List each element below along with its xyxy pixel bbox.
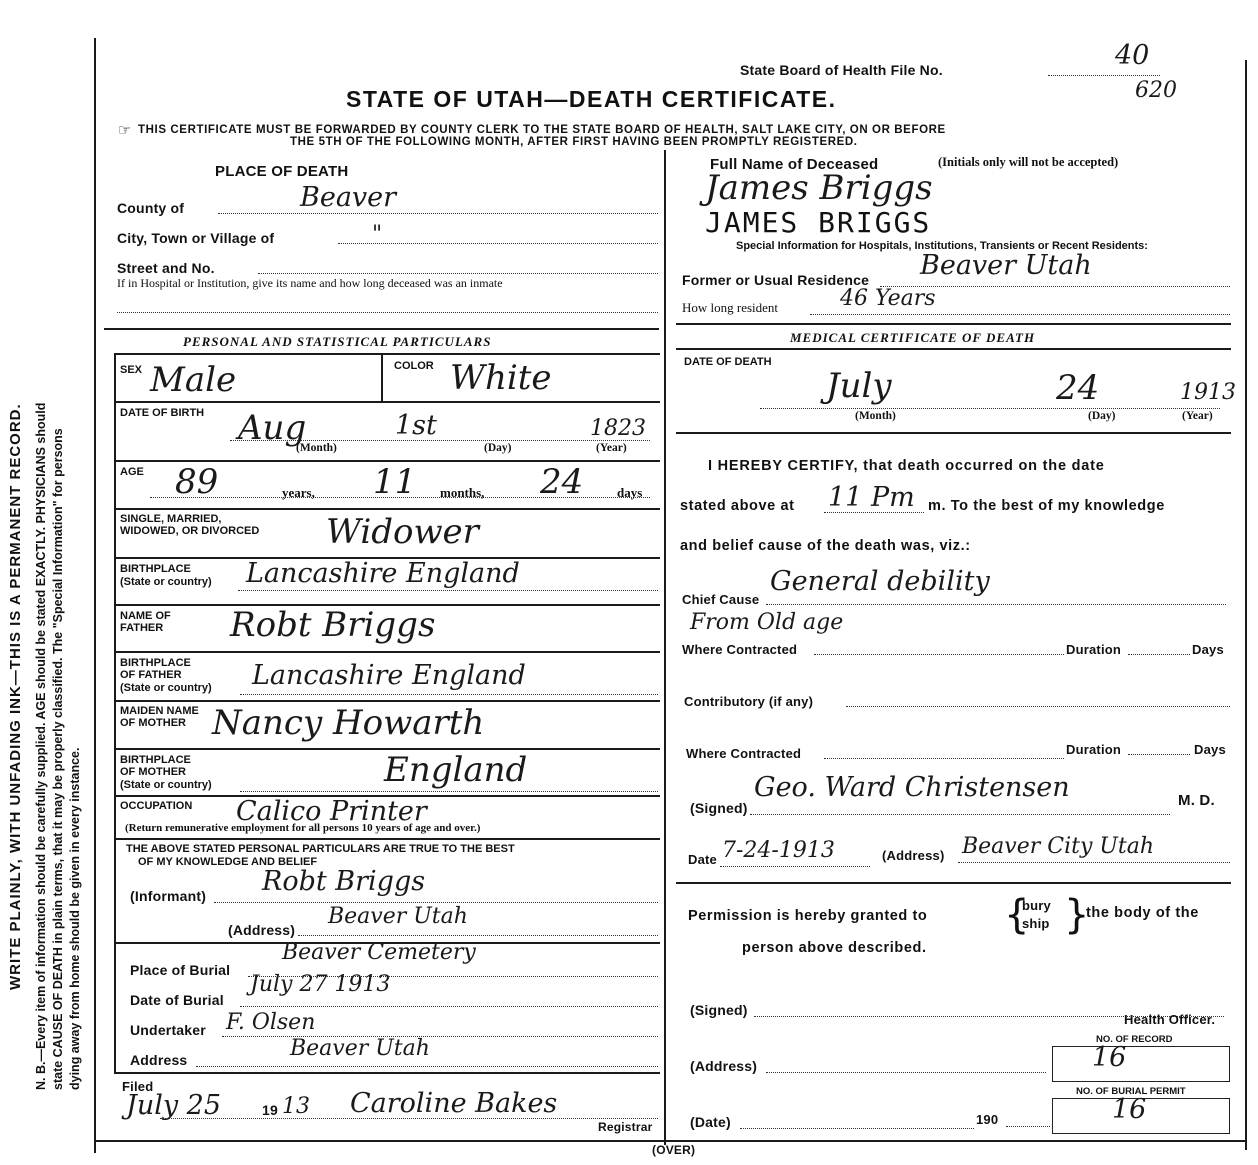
notice-line-1: THIS CERTIFICATE MUST BE FORWARDED BY COUNTY CLERK TO THE STATE BOARD OF HEALTH, SALT LAKE CITY, ON OR BEFORE — [138, 124, 946, 136]
age-years-word: years, — [282, 485, 315, 500]
form-right-border — [1245, 60, 1247, 1150]
burial-place-label: Place of Burial — [130, 962, 231, 978]
father-label-2: FATHER — [120, 622, 164, 634]
right-brace-icon: } — [1064, 892, 1090, 938]
registrar-label: Registrar — [598, 1120, 653, 1134]
mother-birthplace-label-3: (State or country) — [120, 779, 212, 791]
age-years-value: 89 — [175, 462, 219, 502]
certify-line-3: and belief cause of the death was, viz.: — [680, 538, 971, 554]
county-line — [218, 213, 658, 214]
row-father-bp — [114, 651, 660, 653]
where-contracted-2-line — [824, 758, 1064, 759]
father-birthplace-label-1: BIRTHPLACE — [120, 657, 191, 669]
duration-2-label: Duration — [1066, 742, 1122, 757]
physician-signed-line — [750, 814, 1170, 815]
filed-line — [160, 1118, 658, 1119]
right-section-rule — [676, 323, 1231, 325]
undertaker-address-label: Address — [130, 1052, 188, 1068]
permission-rule — [676, 882, 1231, 884]
city-label: City, Town or Village of — [117, 230, 275, 246]
medical-certificate-heading: MEDICAL CERTIFICATE OF DEATH — [790, 330, 1036, 345]
special-information-label: Special Information for Hospitals, Institutions, Transients or Recent Residents: — [736, 240, 1148, 252]
mother-birthplace-line — [240, 791, 658, 792]
record-number-label: NO. OF RECORD — [1096, 1034, 1173, 1045]
father-label-1: NAME OF — [120, 610, 171, 622]
nb-note-line-2: state CAUSE OF DEATH in plain terms, that it may be properly classified. The "Special Information" for persons — [51, 428, 65, 1090]
file-number-line — [1048, 75, 1160, 76]
marital-label-2: WIDOWED, OR DIVORCED — [120, 525, 260, 537]
how-long-resident-value: 46 Years — [840, 286, 936, 311]
informant-address-value: Beaver Utah — [328, 904, 468, 929]
permission-ship: ship — [1022, 916, 1050, 931]
death-month-word: (Month) — [855, 410, 896, 422]
md-label: M. D. — [1178, 792, 1215, 809]
place-of-death-heading: PLACE OF DEATH — [215, 163, 349, 180]
father-value: Robt Briggs — [230, 605, 436, 645]
death-year-word: (Year) — [1182, 410, 1213, 422]
contributory-line — [846, 706, 1230, 707]
birthplace-value: Lancashire England — [246, 558, 520, 589]
certificate-date-label: Date — [688, 852, 717, 867]
nb-note-line-1: N. B.—Every item of information should be carefully supplied. AGE should be stated EXACTLY. PHYSICIANS should — [34, 402, 48, 1090]
dob-day-word: (Day) — [484, 442, 512, 454]
personal-particulars-heading: PERSONAL AND STATISTICAL PARTICULARS — [183, 334, 492, 349]
undertaker-label: Undertaker — [130, 1022, 206, 1038]
health-officer-label: Health Officer. — [1124, 1012, 1216, 1027]
filed-label: Filed — [122, 1079, 154, 1094]
city-line — [338, 243, 658, 244]
occupation-note: (Return remunerative employment for all persons 10 years of age and over.) — [125, 822, 481, 834]
dob-month: Aug — [238, 408, 307, 448]
burial-place-value: Beaver Cemetery — [282, 940, 476, 965]
informant-line — [214, 902, 658, 903]
filed-year-prefix: 19 — [262, 1102, 278, 1118]
certificate-title: STATE OF UTAH—DEATH CERTIFICATE. — [346, 86, 837, 112]
street-line — [258, 273, 658, 274]
mother-birthplace-label-2: OF MOTHER — [120, 766, 186, 778]
age-months-word: months, — [440, 485, 485, 500]
marital-label-1: SINGLE, MARRIED, — [120, 513, 222, 525]
health-officer-address-line — [766, 1072, 1046, 1073]
nb-note-line-3: dying away from home should be given in every instance. — [68, 747, 82, 1090]
age-label: AGE — [120, 466, 144, 478]
deceased-name-handwritten: James Briggs — [705, 168, 933, 208]
days-1-label: Days — [1192, 642, 1224, 657]
birthplace-label-2: (State or country) — [120, 576, 212, 588]
father-birthplace-line — [240, 694, 658, 695]
informant-label: (Informant) — [130, 888, 207, 904]
county-value: Beaver — [300, 182, 397, 213]
mother-label-2: OF MOTHER — [120, 717, 186, 729]
mother-value: Nancy Howarth — [212, 703, 485, 743]
row-attest — [114, 838, 660, 840]
certify-line-2a: stated above at — [680, 498, 795, 514]
undertaker-value: F. Olsen — [226, 1010, 316, 1035]
age-days-word: days — [617, 485, 643, 500]
chief-cause-value-2: From Old age — [690, 610, 844, 635]
row-dob — [114, 401, 660, 403]
mother-label-1: MAIDEN NAME — [120, 705, 199, 717]
city-value: " — [372, 222, 383, 247]
father-birthplace-label-3: (State or country) — [120, 682, 212, 694]
physician-address-label: (Address) — [882, 848, 945, 863]
burial-permit-label: NO. OF BURIAL PERMIT — [1076, 1086, 1186, 1097]
certificate-date-line — [720, 866, 870, 867]
physician-signed-label: (Signed) — [690, 800, 748, 816]
county-label: County of — [117, 200, 185, 216]
row-mother — [114, 700, 660, 702]
filed-date: July 25 — [126, 1090, 222, 1121]
physician-signature: Geo. Ward Christensen — [754, 772, 1070, 803]
form-center-divider — [664, 150, 666, 1145]
occupation-value: Calico Printer — [236, 796, 427, 827]
left-brace-icon: { — [1004, 892, 1030, 938]
hospital-line — [117, 312, 658, 313]
burial-permit-value: 16 — [1112, 1094, 1147, 1125]
dob-day: 1st — [395, 410, 437, 441]
how-long-resident-label: How long resident — [682, 300, 779, 315]
deceased-name-label: Full Name of Deceased — [710, 156, 879, 173]
death-month-value: July — [826, 366, 892, 406]
permission-text-a: Permission is hereby granted to — [688, 908, 928, 924]
record-number-box — [1052, 1046, 1230, 1082]
contributory-label: Contributory (if any) — [684, 694, 814, 709]
dob-label: DATE OF BIRTH — [120, 407, 205, 419]
color-label: COLOR — [394, 360, 434, 372]
informant-value: Robt Briggs — [262, 866, 426, 897]
left-section-rule — [104, 328, 659, 330]
dob-year-word: (Year) — [596, 442, 627, 454]
certify-time-value: 11 Pm — [828, 482, 915, 513]
health-officer-address-label: (Address) — [690, 1058, 758, 1074]
health-officer-signed-label: (Signed) — [690, 1002, 748, 1018]
father-birthplace-value: Lancashire England — [252, 660, 526, 691]
permission-text-b: the body of the — [1086, 905, 1199, 921]
undertaker-line — [222, 1036, 658, 1037]
record-number-value: 16 — [1092, 1042, 1127, 1073]
usual-residence-value: Beaver Utah — [920, 250, 1092, 281]
permission-date-prefix: 190 — [976, 1112, 999, 1127]
mother-birthplace-value: England — [384, 750, 528, 790]
father-birthplace-label-2: OF FATHER — [120, 669, 182, 681]
file-number-value: 40 — [1115, 40, 1150, 71]
hospital-note: If in Hospital or Institution, give its name and how long deceased was an inmate — [117, 276, 503, 290]
informant-address-label: (Address) — [228, 922, 296, 938]
color-value: White — [450, 358, 552, 398]
deceased-name-typed: JAMES BRIGGS — [705, 206, 932, 239]
permanent-record-notice: WRITE PLAINLY, WITH UNFADING INK—THIS IS A PERMANENT RECORD. — [7, 403, 24, 990]
physician-address-value: Beaver City Utah — [962, 834, 1155, 859]
death-day-word: (Day) — [1088, 410, 1116, 422]
dob-month-word: (Month) — [296, 442, 337, 454]
dob-year: 1823 — [590, 416, 646, 441]
permission-date-label: (Date) — [690, 1114, 731, 1130]
physician-address-line — [958, 862, 1230, 863]
deceased-name-note: (Initials only will not be accepted) — [938, 155, 1119, 169]
sex-value: Male — [150, 360, 237, 400]
usual-residence-label: Former or Usual Residence — [682, 272, 870, 288]
certify-line-1: I HEREBY CERTIFY, that death occurred on the date — [708, 458, 1105, 474]
certificate-date-value: 7-24-1913 — [722, 838, 835, 863]
age-months-value: 11 — [373, 462, 417, 502]
street-label: Street and No. — [117, 260, 215, 276]
row-sex — [114, 353, 660, 355]
permission-text-c: person above described. — [742, 940, 927, 956]
death-day-value: 24 — [1056, 368, 1100, 408]
undertaker-address-value: Beaver Utah — [290, 1036, 430, 1061]
birthplace-line — [238, 590, 658, 591]
where-contracted-2-label: Where Contracted — [686, 746, 802, 761]
chief-cause-line — [766, 604, 1226, 605]
permission-date-line — [740, 1128, 974, 1129]
over-label: (OVER) — [652, 1143, 696, 1157]
duration-2-line — [1128, 754, 1190, 755]
form-left-border — [94, 38, 96, 1153]
medical-row-2 — [676, 432, 1231, 434]
marital-value: Widower — [326, 512, 479, 552]
mother-birthplace-label-1: BIRTHPLACE — [120, 754, 191, 766]
registrar-signature: Caroline Bakes — [350, 1088, 558, 1119]
age-days-value: 24 — [540, 462, 584, 502]
row-marital — [114, 508, 660, 510]
form-bottom-border — [94, 1140, 1247, 1142]
sex-label: SEX — [120, 364, 143, 376]
burial-date-value: July 27 1913 — [250, 972, 391, 997]
where-contracted-1-line — [814, 654, 1064, 655]
how-long-resident-line — [810, 314, 1230, 315]
row-filed — [114, 1072, 660, 1074]
personal-table-left — [114, 353, 116, 1072]
chief-cause-value: General debility — [770, 566, 990, 597]
occupation-label: OCCUPATION — [120, 800, 193, 812]
duration-1-label: Duration — [1066, 642, 1122, 657]
death-year-value: 1913 — [1180, 380, 1236, 405]
attest-line-2: OF MY KNOWLEDGE AND BELIEF — [138, 856, 318, 868]
attest-line-1: THE ABOVE STATED PERSONAL PARTICULARS ARE TRUE TO THE BEST — [126, 843, 515, 855]
file-number-label: State Board of Health File No. — [740, 62, 943, 78]
pointing-hand-icon: ☞ — [118, 121, 132, 139]
informant-address-line — [298, 935, 658, 936]
burial-date-label: Date of Burial — [130, 992, 224, 1008]
birthplace-label-1: BIRTHPLACE — [120, 563, 191, 575]
permission-year-line — [1006, 1126, 1050, 1127]
chief-cause-label: Chief Cause — [682, 592, 760, 607]
certify-line-2b: m. To the best of my knowledge — [928, 498, 1165, 514]
file-number-value-2: 620 — [1135, 78, 1177, 103]
filed-year: 13 — [282, 1094, 310, 1119]
date-of-death-line — [760, 408, 1220, 409]
medical-row-top — [676, 348, 1231, 350]
burial-date-line — [240, 1006, 658, 1007]
permission-bury: bury — [1022, 898, 1051, 913]
days-2-label: Days — [1194, 742, 1226, 757]
date-of-death-label: DATE OF DEATH — [684, 356, 772, 368]
where-contracted-1-label: Where Contracted — [682, 642, 798, 657]
notice-line-2: THE 5TH OF THE FOLLOWING MONTH, AFTER FIRST HAVING BEEN PROMPTLY REGISTERED. — [290, 136, 858, 148]
duration-1-line — [1128, 654, 1190, 655]
undertaker-address-line — [196, 1066, 658, 1067]
sex-color-divider — [381, 353, 383, 401]
